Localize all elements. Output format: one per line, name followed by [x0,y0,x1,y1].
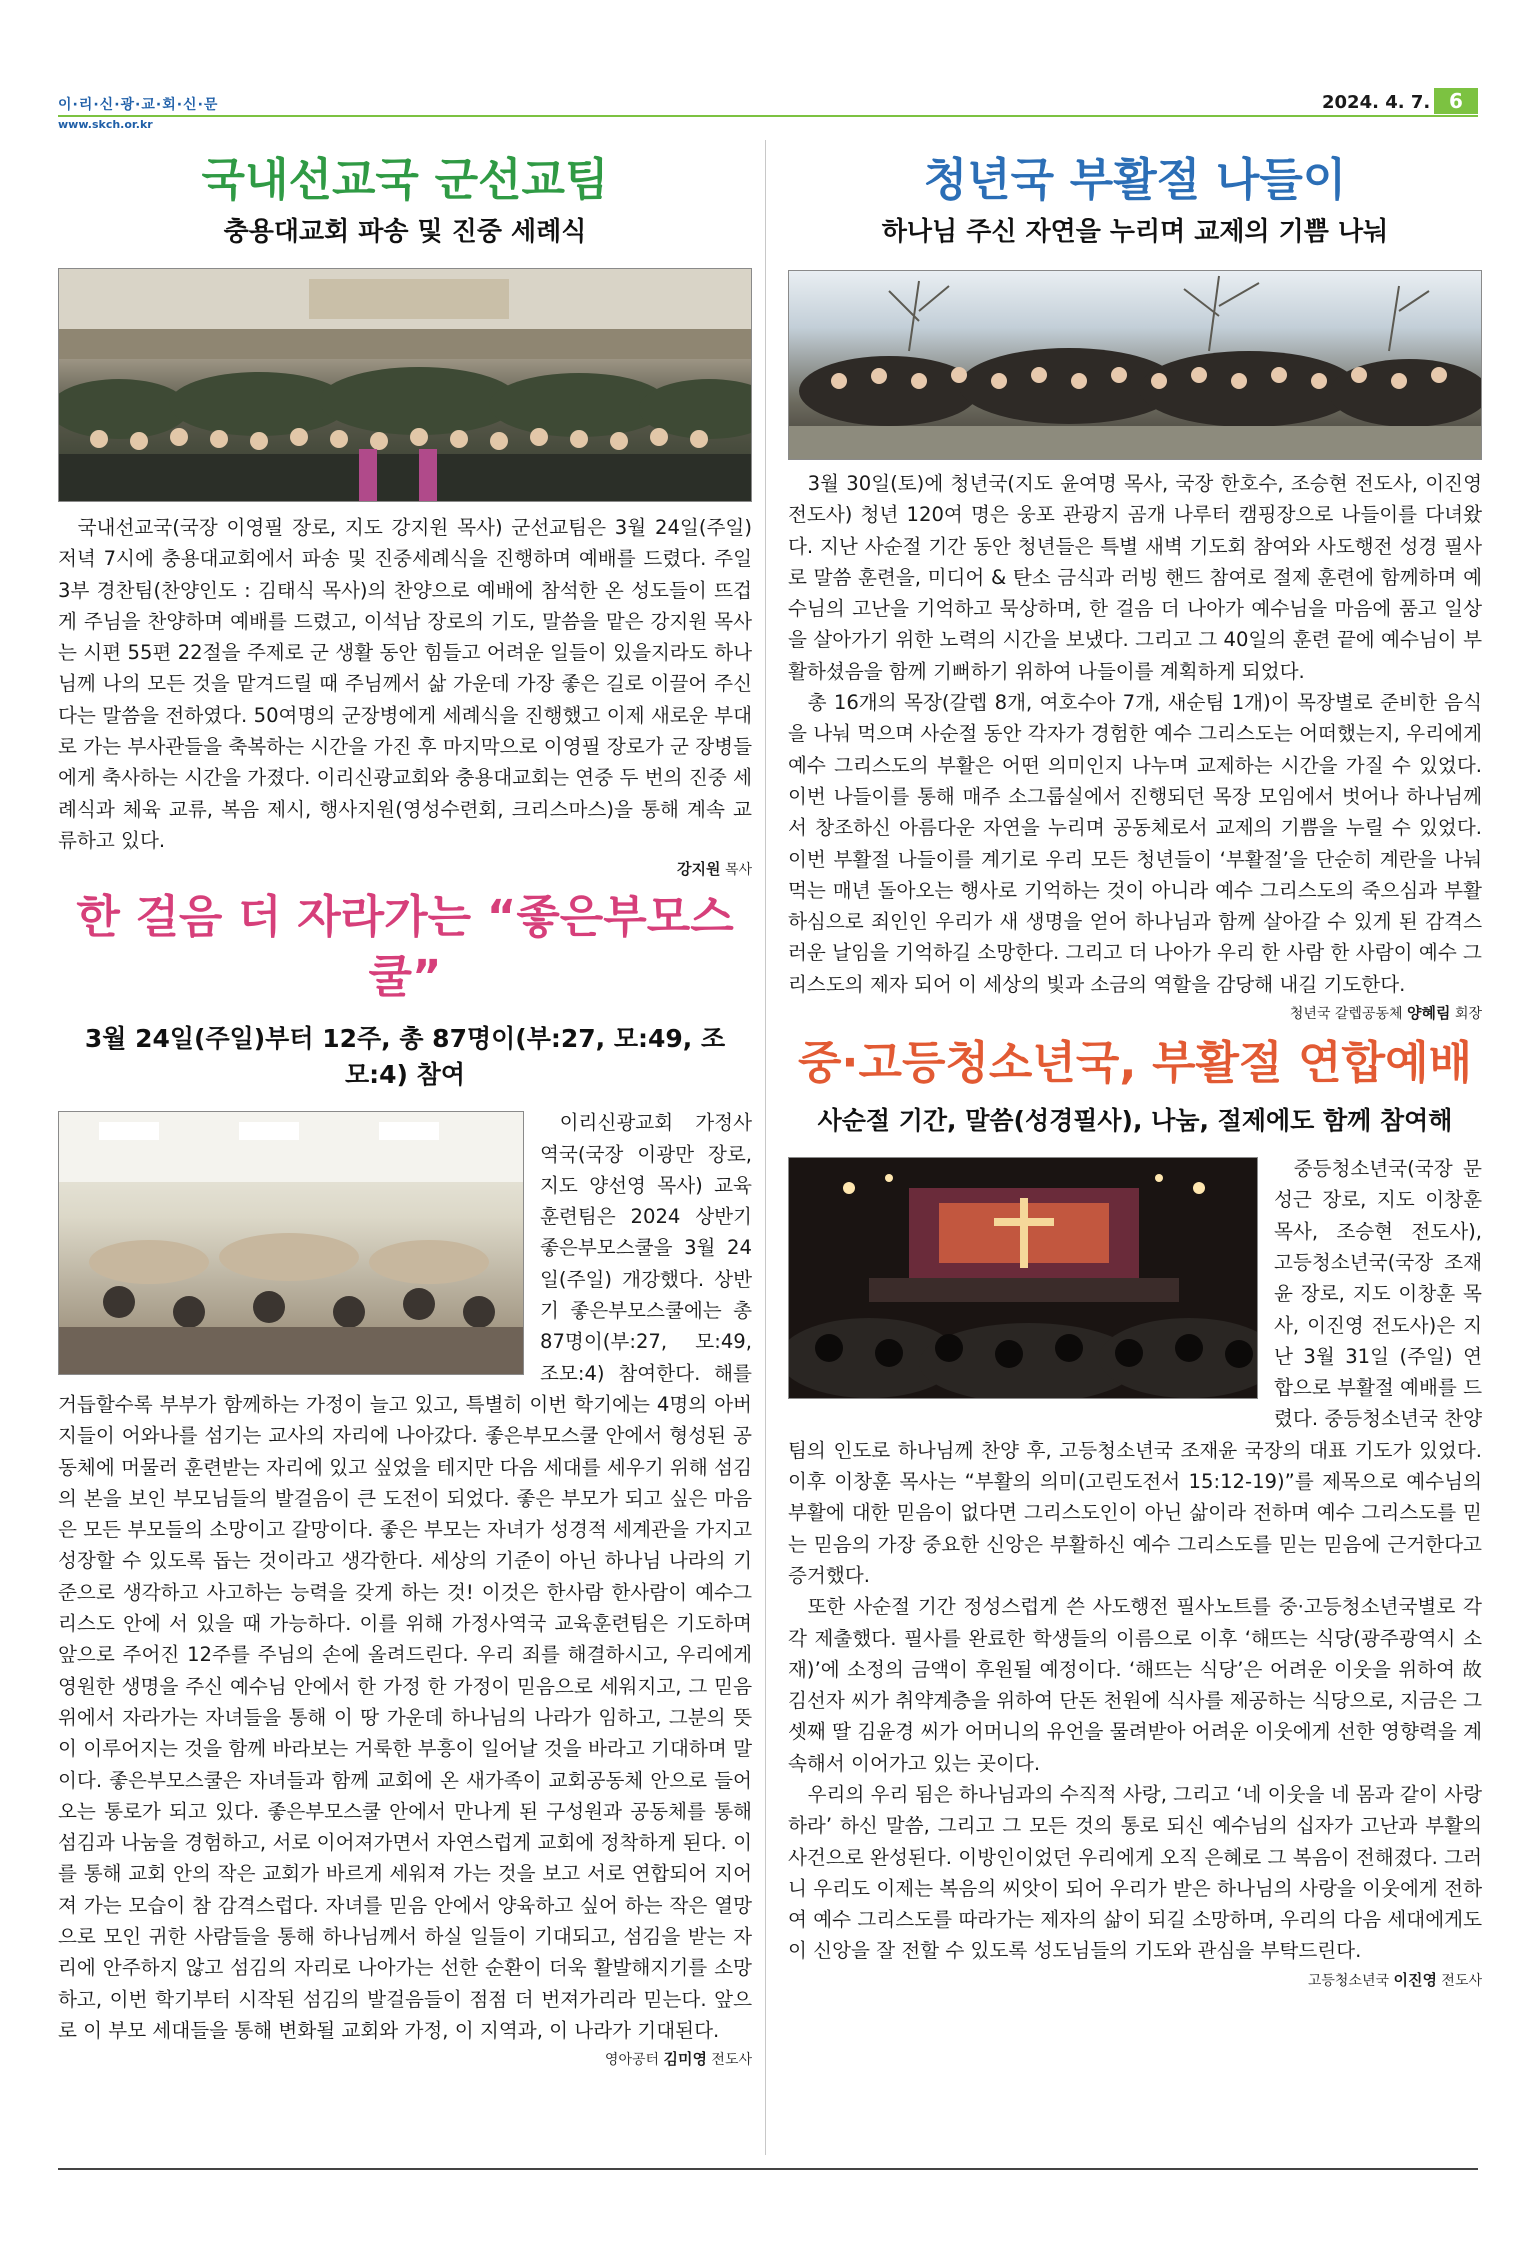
article3-author-dept: 청년국 갈렙공동체 [1289,1006,1403,1023]
article1-body [58,512,752,856]
article4-author-role: 전도사 [1441,1972,1482,1989]
article2-author-dept: 영아공터 [604,2052,660,2069]
article3-author: 양혜림 [1407,1004,1451,1023]
article4-photo [788,1157,1258,1399]
article1-byline [58,858,752,881]
article1-photo [58,268,752,502]
article-youth-easter-outing [788,150,1482,1025]
issue-date: 2024. 4. 7. [1322,92,1431,113]
paper-url[interactable]: www.skch.or.kr [58,118,153,131]
article4-title: 중·고등청소년국, 부활절 연합예배 [797,1036,1473,1090]
paper-name: 이·리·신·광·교·회·신·문 [58,97,219,113]
article4-subtitle: 사순절 기간, 말씀(성경필사), 나눔, 절제에도 함께 참여해 [817,1106,1453,1136]
article3-title: 청년국 부활절 나들이 [923,153,1347,206]
article2-author-role: 전도사 [711,2052,752,2069]
article3-paragraph-1: 3월 30일(토)에 청년국(지도 윤여명 목사, 국장 한호수, 조승현 전도사, 이진영 전도사) 청년 120여 명은 웅포 관광지 곰개 나루터 캠핑장으로 나들이를 다녀왔다. 지난 사순절 기간 동안 청년들은 특별 새벽 기도회 참여와 사도행전 성경 필사로 말씀 훈련을, 미디어 & 탄소 금식과 러빙 핸드 참여로 절제 훈련에 함께하며 예수님의 고난을 기억하고 묵상하며, 한 걸음 더 나아가 예수님을 마음에 품고 일상을 살아가기 위한 노력의 시간을 보냈다. 그리고 그 40일의 훈련 끝에 예수님이 부활하셨음을 함께 기뻐하기 위하여 나들이를 계획하게 되었다. [788,472,1482,683]
article4-paragraph-1: 중등청소년국(국장 문성근 장로, 지도 이창훈 목사, 조승현 전도사), 고등청소년국(국장 조재윤 장로, 지도 이창훈 목사, 이진영 전도사)은 지난 3월 31일 (주일) 연합으로 부활절 예배를 드렸다. 중등청소년국 찬양팀의 인도로 하나님께 찬양 후, 고등청소년국 조재윤 국장의 대표 기도가 있었다. 이후 이창훈 목사는 “부활의 의미(고린도전서 15:12-19)”를 제목으로 예수님의 부활에 대한 믿음이 없다면 그리스도인이 아닌 삶이라 전하며 예수 그리스도를 믿는 믿음의 가장 중요한 신앙은 부활하신 예수 그리스도를 믿는 믿음에 근거한다고 증거했다. [788,1157,1482,1587]
youth-group-photo-image [789,271,1482,459]
article4-body [788,1153,1482,1967]
military-group-photo-image [59,269,752,501]
article3-byline [788,1002,1482,1025]
left-column [58,150,752,2071]
article2-body [58,1107,752,2046]
article4-paragraph-2: 또한 사순절 기간 정성스럽게 쓴 사도행전 필사노트를 중·고등청소년국별로 각각 제출했다. 필사를 완료한 학생들의 이름으로 이후 ‘해뜨는 식당(광주광역시 소재)’에 소정의 금액이 후원될 예정이다. ‘해뜨는 식당’은 어려운 이웃을 위하여 故 김선자 씨가 취약계층을 위하여 단돈 천원에 식사를 제공하는 식당으로, 지금은 그 셋째 딸 김윤경 씨가 어머니의 유언을 물려받아 어려운 이웃에게 선한 영향력을 계속해서 이어가고 있는 곳이다. [788,1595,1482,1775]
article3-author-role: 회장 [1454,1006,1482,1023]
right-column [788,150,1482,1992]
article1-paragraph: 국내선교국(국장 이영필 장로, 지도 강지원 목사) 군선교팀은 3월 24일(주일) 저녁 7시에 충용대교회에서 파송 및 진중세례식을 진행하며 예배를 드렸다. 주일 3부 경찬팀(찬양인도 : 김태식 목사)의 찬양으로 예배에 참석한 온 성도들이 뜨겁게 주님을 찬양하며 예배를 드렸고, 이석남 장로의 기도, 말씀을 맡은 강지원 목사는 시편 55편 22절을 주제로 군 생활 동안 힘들고 어려운 일들이 있을지라도 하나님께 나의 모든 것을 맡겨드릴 때 주님께서 삶 가운데 가장 좋은 길로 이끌어 주신다는 말씀을 전하였다. 50여명의 군장병에게 세례식을 진행했고 이제 새로운 부대로 가는 부사관들을 축복하는 시간을 가진 후 마지막으로 이영필 장로가 군 장병들에게 축사하는 시간을 가졌다. 이리신광교회와 충용대교회는 연중 두 번의 진중 세례식과 체육 교류, 복음 제시, 행사지원(영성수련회, 크리스마스)을 통해 계속 교류하고 있다. [58,516,752,852]
article2-photo [58,1111,524,1375]
article2-byline [58,2048,752,2071]
article4-author: 이진영 [1393,1970,1437,1989]
article4-author-dept: 고등청소년국 [1307,1972,1390,1989]
article2-subtitle: 3월 24일(주일)부터 12주, 총 87명이(부:27, 모:49, 조모:4) 참여 [84,1024,726,1090]
article-good-parents-school [58,887,752,2071]
article2-author: 김미영 [663,2050,707,2069]
masthead [58,94,258,131]
article4-byline [788,1969,1482,1992]
article3-subtitle: 하나님 주신 자연을 누리며 교제의 기쁨 나눠 [881,217,1389,247]
header-rule [58,115,1478,117]
article3-body [788,468,1482,1000]
article4-paragraph-3: 우리의 우리 됨은 하나님과의 수직적 사랑, 그리고 ‘네 이웃을 네 몸과 같이 사랑하라’ 하신 말씀, 그리고 그 모든 것의 통로 되신 예수님의 십자가 고난과 부활의 사건으로 완성된다. 이방인이었던 우리에게 오직 은혜로 그 복음이 전해졌다. 그러니 우리도 이제는 복음의 씨앗이 되어 우리가 받은 하나님의 사랑을 이웃에게 전하여 예수 그리스도를 따라가는 제자의 삶이 되길 소망하며, 우리의 다음 세대에게도 이 신앙을 잘 전할 수 있도록 성도님들의 기도와 관심을 부탁드린다. [788,1782,1482,1963]
article2-paragraph: 이리신광교회 가정사역국(국장 이광만 장로, 지도 양선영 목사) 교육 훈련팀은 2024 상반기 좋은부모스쿨을 3월 24일(주일) 개강했다. 상반기 좋은부모스쿨에는 총 87명이(부:27, 모:49, 조모:4) 참여한다. 해를 거듭할수록 부부가 함께하는 가정이 늘고 있고, 특별히 이번 학기에는 4명의 아버지들이 어와나를 섬기는 교사의 자리에 나아갔다. 좋은부모스쿨 안에서 형성된 공동체에 머물러 훈련받는 자리에 있고 싶었을 테지만 다음 세대를 세우기 위해 섬김의 본을 보인 부모님들의 발걸음이 큰 도전이 되었다. 좋은 부모가 되고 싶은 마음은 모든 부모들의 소망이고 갈망이다. 좋은 부모는 자녀가 성경적 세계관을 가지고 성장할 수 있도록 돕는 것이라고 생각한다. 세상의 기준이 아닌 하나님 나라의 기준으로 생각하고 사고하는 능력을 갖게 하는 것! 이것은 한사람 한사람이 예수그리스도 안에 서 있을 때 가능하다. 이를 위해 가정사역국 교육훈련팀은 기도하며 앞으로 주어진 12주를 주님의 손에 올려드린다. 우리 죄를 해결하시고, 우리에게 영원한 생명을 주신 예수님 안에서 한 가정 한 가정이 믿음으로 세워지고, 그 믿음 위에서 자라가는 자녀들을 통해 이 땅 가운데 하나님의 나라가 임하고, 그분의 뜻이 이루어지는 것을 함께 바라보는 거룩한 부흥이 일어날 것을 바라고 기대하며 말이다. 좋은부모스쿨은 자녀들과 함께 교회에 온 새가족이 교회공동체 안으로 들어오는 통로가 되고 있다. 좋은부모스쿨 안에서 만나게 된 구성원과 공동체를 통해 섬김과 나눔을 경험하고, 서로 이어져가면서 자연스럽게 교회에 정착하게 된다. 이를 통해 교회 안의 작은 교회가 바르게 세워져 가는 것을 보고 서로 연합되어 지어져 가는 모습이 참 감격스럽다. 자녀를 믿음 안에서 양육하고 싶어 하는 작은 열망으로 모인 귀한 사람들을 통해 하나님께서 하실 일들이 기대되고, 섬김을 받는 자리에 안주하지 않고 섬김의 자리로 나아가는 선한 순환이 더욱 활발해지기를 소망하고, 이번 학기부터 시작된 섬김의 발걸음들이 점점 더 번져가리라 믿는다. 앞으로 이 부모 세대들을 통해 변화될 교회와 가정, 이 지역과, 이 나라가 기대된다. [58,1111,752,2042]
article3-paragraph-2: 총 16개의 목장(갈렙 8개, 여호수아 7개, 새순팀 1개)이 목장별로 준비한 음식을 나눠 먹으며 사순절 동안 각자가 경험한 예수 그리스도는 어떠했는지, 우리에게 예수 그리스도의 부활은 어떤 의미인지 나누며 교제하는 시간을 가질 수 있었다. 이번 나들이를 통해 매주 소그룹실에서 진행되던 목장 모임에서 벗어나 하나님께서 창조하신 아름다운 자연을 누리며 공동체로서 교제의 기쁨을 누릴 수 있었다. 이번 부활절 나들이를 계기로 우리 모든 청년들이 ‘부활절’을 단순히 계란을 나눠 먹는 매년 돌아오는 행사로 기억하는 것이 아니라 예수 그리스도의 죽으심과 부활하심으로 죄인인 우리가 새 생명을 얻어 하나님과 함께 살아갈 수 있게 된 감격스러운 날임을 기억하길 소망한다. 그리고 더 나아가 우리 한 사람 한 사람이 예수 그리스도의 제자 되어 이 세상의 빛과 소금의 역할을 감당해 내길 기도한다. [788,691,1482,996]
article1-author: 강지원 [677,860,721,879]
article3-photo [788,270,1482,460]
page-number: 6 [1434,88,1478,114]
column-divider [765,140,766,2155]
article-teen-easter-service [788,1033,1482,1992]
article1-subtitle: 충용대교회 파송 및 진중 세례식 [223,217,587,247]
footer-rule [58,2168,1478,2170]
article-military-mission [58,150,752,881]
article2-title: 한 걸음 더 자라가는 “좋은부모스쿨” [76,890,734,1004]
article1-title: 국내선교국 군선교팀 [201,153,609,206]
parents-school-classroom-image [59,1112,523,1374]
article1-author-role: 목사 [724,862,752,879]
worship-service-stage-image [789,1158,1257,1398]
